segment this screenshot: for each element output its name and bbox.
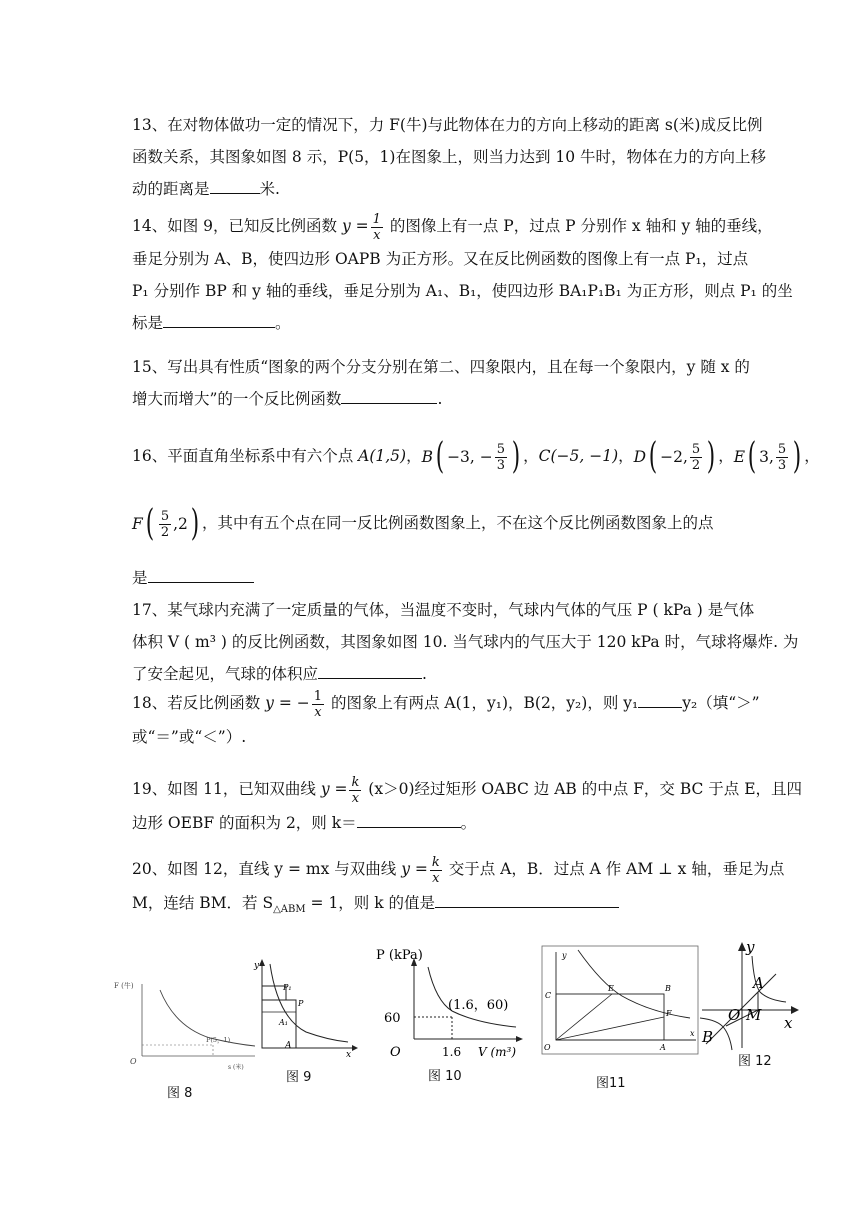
label-y: y: [746, 938, 755, 956]
q13-line1: 13、在对物体做功一定的情况下，力 F(牛)与此物体在力的方向上移动的距离 s(米)成反比例: [132, 116, 763, 134]
label-b: B: [665, 984, 671, 993]
question-20: [132, 852, 785, 927]
line-y-mx: [706, 974, 776, 1044]
q18-fraction: $\frac{1}{x}$: [313, 688, 323, 720]
q18-line2: 或“＝”或“＜”）.: [132, 728, 247, 746]
question-18: [132, 686, 760, 754]
q16-line2b: ，其中有五个点在同一反比例函数图象上，不在这个反比例函数图象上的点: [201, 514, 714, 532]
origin-label: O: [390, 1045, 401, 1060]
origin-label: O: [130, 1057, 137, 1066]
answer-blank-17[interactable]: [318, 662, 422, 679]
answer-blank-20[interactable]: [435, 891, 619, 908]
q20-line1a: 20、如图 12，直线 y = mx 与双曲线: [132, 860, 402, 878]
figure-11-caption: 图11: [596, 1076, 626, 1091]
q18-line1b: 的图象上有两点 A(1，y₁)，B(2，y₂)，则 y₁: [326, 694, 639, 712]
x-axis-arrow-icon: [352, 1045, 358, 1051]
answer-blank-19[interactable]: [357, 811, 461, 828]
q14-line1b: 的图像上有一点 P，过点 P 分别作 x 轴和 y 轴的垂线，: [384, 217, 773, 235]
label-o: O: [728, 1006, 741, 1024]
segment-of: [556, 1017, 664, 1040]
q16-point-a: A(1,5): [358, 447, 407, 465]
question-19: [132, 772, 803, 840]
q14-line2: 垂足分别为 A、B，使四边形 OAPB 为正方形。又在反比例函数的图像上有一点 P₁，过点: [132, 249, 749, 268]
label-y: y: [562, 951, 567, 960]
axis-label-x: x: [346, 1050, 352, 1060]
q20-fraction: $\frac{k}{x}$: [431, 854, 440, 886]
figure-8-graph: [110, 972, 260, 1072]
question-13: [132, 109, 767, 205]
tick-label-x: 1.6: [442, 1045, 462, 1059]
q13-line3b: 米.: [259, 180, 280, 198]
q16-line1a: 16、平面直角坐标系中有六个点: [132, 447, 359, 465]
figure-11-graph: [540, 944, 705, 1062]
q14-fraction: $\frac{1}{x}$: [372, 211, 381, 243]
q19-func-lhs: y =: [320, 780, 348, 798]
figure-8: [110, 972, 260, 1102]
label-x: x: [784, 1014, 793, 1032]
axis-label-x: s (米): [228, 1064, 244, 1071]
q16-point-c: C(−5, −1): [538, 447, 619, 465]
q19-fraction: $\frac{k}{x}$: [351, 774, 360, 806]
question-16: 16、平面直角坐标系中有六个点 A(1,5)， B ( −3, − $\frac{5}{3}$ ) ，C(−5, −1)， D ( −2, $\frac{5}{2}$ ) ， E ( 3, $\frac{5}{3}$ ) ， F ( $\frac{5}{2}$ ,2 ) ，其中有五个点在同一反比例函数图象上，不在这个反比例函数图象上的点 是: [132, 436, 820, 587]
segment-oe: [556, 994, 612, 1040]
q18-line1a: 18、若反比例函数: [132, 694, 266, 712]
q20-func-lhs: y =: [401, 860, 428, 878]
label-c: C: [545, 991, 552, 1000]
label-x: x: [690, 1029, 695, 1038]
figure-8-caption: 图 8: [167, 1086, 193, 1101]
figure-12: [690, 940, 805, 1070]
q15-line2b: .: [437, 390, 443, 408]
q16-point-e: E ( 3, $\frac{5}{3}$ ): [733, 436, 802, 477]
figure-12-caption: 图 12: [738, 1054, 772, 1069]
figure-11: [540, 944, 705, 1089]
q20-sub: △ABM: [273, 904, 306, 916]
q14-line4b: 。: [275, 313, 291, 332]
label-e: E: [608, 984, 614, 993]
answer-blank-13[interactable]: [210, 177, 260, 194]
answer-blank-15[interactable]: [341, 387, 437, 404]
q14-func-lhs: y =: [341, 217, 369, 235]
axis-label-y: P (kPa): [376, 948, 423, 963]
q18-func-lhs: y = −: [265, 694, 310, 712]
q15-line1: 15、写出具有性质“图象的两个分支分别在第二、四象限内，且在每一个象限内，y 随 x 的: [132, 358, 750, 376]
label-f: F: [666, 1009, 672, 1018]
axis-label-x: V (m³): [478, 1045, 517, 1059]
label-a: A: [753, 974, 764, 992]
point-label: P(5，1): [206, 1036, 231, 1044]
figure-10: [376, 943, 534, 1083]
q16-line3a: 是: [132, 569, 148, 587]
label-a: A: [660, 1043, 666, 1052]
figure-9: [248, 958, 358, 1086]
answer-blank-16[interactable]: [148, 566, 254, 583]
q19-line2a: 边形 OEBF 的面积为 2，则 k＝: [132, 814, 357, 832]
label-p1: P₁: [283, 983, 292, 992]
figure-12-graph: [690, 940, 805, 1052]
label-o: O: [544, 1043, 551, 1052]
figure-9-graph: [248, 958, 358, 1058]
axis-label-y: F (牛): [114, 982, 134, 990]
q14-line1a: 14、如图 9，已知反比例函数: [132, 217, 342, 235]
label-b: B: [702, 1028, 714, 1046]
q17-line2: 体积 V ( m³ ) 的反比例函数，其图象如图 10. 当气球内的气压大于 120 kPa 时，气球将爆炸. 为: [132, 633, 799, 651]
q13-line2: 函数关系，其图象如图 8 示，P(5，1)在图象上，则当力达到 10 牛时，物体在力的方向上移: [132, 148, 767, 166]
label-m: M: [746, 1006, 762, 1024]
question-15: [132, 351, 750, 415]
x-axis-arrow-icon: [791, 1006, 799, 1014]
q16-point-f: F ( $\frac{5}{2}$ ,2 ): [132, 503, 200, 544]
label-p: P: [298, 999, 304, 1008]
q17-line3a: 了安全起见，气球的体积应: [132, 665, 319, 683]
point-label: (1.6，60): [448, 998, 509, 1013]
figure-9-caption: 图 9: [286, 1070, 312, 1085]
answer-blank-18[interactable]: [638, 691, 682, 708]
q19-line2b: 。: [460, 814, 477, 832]
label-a: A: [285, 1041, 292, 1051]
q20-line1b: 交于点 A，B．过点 A 作 AM ⊥ x 轴，垂足为点: [443, 860, 785, 878]
figure-10-caption: 图 10: [428, 1069, 462, 1084]
q18-line1c: y₂（填“＞”: [682, 694, 760, 712]
q15-line2a: 增大而增大”的一个反比例函数: [132, 390, 342, 408]
y-axis-arrow-icon: [738, 942, 746, 951]
q17-line1: 17、某气球内充满了一定质量的气体，当温度不变时，气球内气体的气压 P ( kPa ) 是气体: [132, 601, 755, 619]
axis-label-y: y: [254, 961, 260, 971]
q19-line1a: 19、如图 11，已知双曲线: [132, 780, 321, 798]
figure-10-graph: [376, 943, 534, 1061]
answer-blank-14[interactable]: [163, 311, 275, 328]
q20-line2b: = 1，则 k 的值是: [305, 894, 436, 912]
q14-line3: P₁ 分别作 BP 和 y 轴的垂线，垂足分别为 A₁、B₁，使四边形 BA₁P₁B₁ 为正方形，则点 P₁ 的坐: [132, 281, 793, 300]
x-axis-arrow-icon: [516, 1036, 523, 1042]
tick-label-y: 60: [384, 1011, 401, 1026]
y-axis-arrow-icon: [259, 959, 265, 966]
label-a1: A₁: [279, 1018, 288, 1027]
q20-line2a: M，连结 BM．若 S: [132, 894, 274, 912]
q17-line3b: .: [422, 665, 427, 683]
q14-line4a: 标是: [132, 313, 164, 332]
q16-point-b: B ( −3, − $\frac{5}{3}$ ): [421, 436, 521, 477]
question-17: [132, 594, 799, 690]
q13-line3a: 动的距离是: [132, 180, 210, 198]
q19-line1b: (x＞0)经过矩形 OABC 边 AB 的中点 F，交 BC 于点 E，且四: [363, 780, 803, 798]
q16-point-d: D ( −2, $\frac{5}{2}$ ): [633, 436, 716, 477]
rectangle-oabc: [556, 994, 664, 1040]
hyperbola-curve: [428, 967, 516, 1027]
question-14: [132, 210, 793, 339]
hyperbola-curve: [270, 964, 348, 1042]
